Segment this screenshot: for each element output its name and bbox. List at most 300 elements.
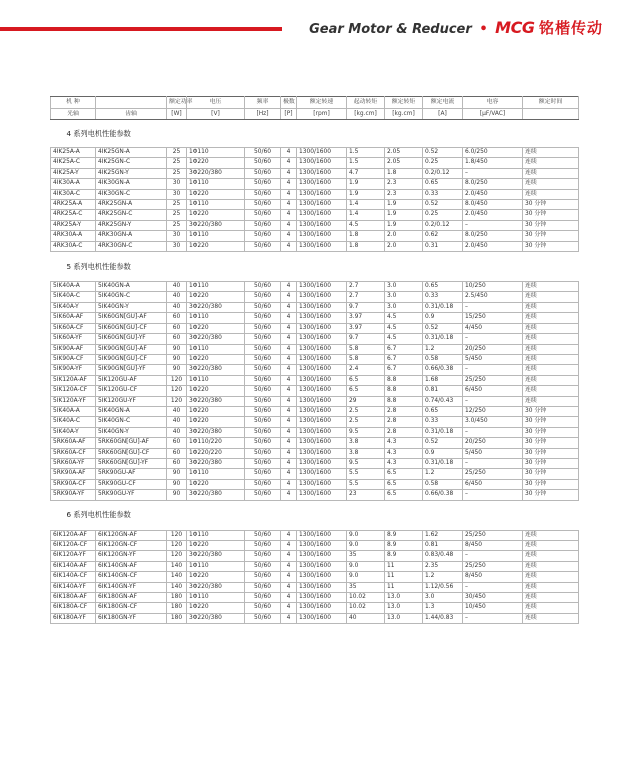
table-cell: [P]	[281, 108, 297, 120]
table-cell: 0.31/0.18	[423, 334, 463, 344]
table-cell: 1.5	[347, 158, 385, 168]
table-cell: 50/60	[245, 375, 281, 385]
table-cell: 1.44/0.83	[423, 613, 463, 623]
table-cell: 1300/1600	[297, 582, 347, 592]
table-cell: 9.5	[347, 458, 385, 468]
table-cell: 0.25	[423, 210, 463, 220]
table-cell: 0.33	[423, 417, 463, 427]
table-cell: 4	[281, 448, 297, 458]
table-cell: 4	[281, 344, 297, 354]
table-cell: 3.0	[423, 593, 463, 603]
table-cell: 120	[167, 396, 187, 406]
table-cell: 4	[281, 365, 297, 375]
table-cell: 1.8	[385, 168, 423, 178]
table-cell: 50/60	[245, 292, 281, 302]
table-cell: 9.0	[347, 561, 385, 571]
table-cell: 1.9	[347, 189, 385, 199]
table-cell: 5IK120GU-CF	[96, 386, 167, 396]
table-cell: 4IK25GN-C	[96, 158, 167, 168]
table-cell: 1300/1600	[297, 334, 347, 344]
table-cell: 60	[167, 448, 187, 458]
table-cell: 1Φ220	[187, 386, 245, 396]
table-cell: 5.5	[347, 469, 385, 479]
table-row	[51, 220, 579, 230]
table-cell: 1300/1600	[297, 313, 347, 323]
table-cell: 5/450	[463, 448, 523, 458]
table-cell: 6IK180GN-AF	[96, 593, 167, 603]
table-cell: 1.12/0.56	[423, 582, 463, 592]
table-cell: 1300/1600	[297, 469, 347, 479]
table-cell: 6IK180GN-YF	[96, 613, 167, 623]
table-cell: 25/250	[463, 561, 523, 571]
table-cell: 1Φ220	[187, 354, 245, 364]
table-cell: 30	[167, 231, 187, 241]
table-cell: [kg.cm]	[347, 108, 385, 120]
company-logo: MCG	[495, 18, 535, 37]
section-heading-row	[51, 252, 579, 282]
table-cell: 4	[281, 469, 297, 479]
table-cell: 4	[281, 551, 297, 561]
table-cell: 额定转矩	[385, 97, 423, 109]
table-cell: 0.2/0.12	[423, 220, 463, 230]
table-cell: 1300/1600	[297, 375, 347, 385]
table-cell: 1300/1600	[297, 396, 347, 406]
table-cell: 10/250	[463, 282, 523, 292]
table-cell: 连续	[523, 551, 579, 561]
table-cell: 50/60	[245, 158, 281, 168]
table-cell: 25/250	[463, 469, 523, 479]
table-cell: [rpm]	[297, 108, 347, 120]
section-title: 4 系列电机性能参数	[66, 128, 131, 138]
table-cell: 0.31/0.18	[423, 302, 463, 312]
table-cell: 4	[281, 168, 297, 178]
table-cell: 4	[281, 158, 297, 168]
table-cell: 连续	[523, 561, 579, 571]
table-row	[51, 292, 579, 302]
table-cell: –	[463, 427, 523, 437]
table-cell: 4RK25GN-Y	[96, 220, 167, 230]
table-cell: 1Φ110	[187, 530, 245, 540]
table-cell: 60	[167, 458, 187, 468]
table-cell: 40	[167, 427, 187, 437]
table-cell: 120	[167, 530, 187, 540]
table-cell: 5IK90GN[GU]-YF	[96, 365, 167, 375]
table-cell: 50/60	[245, 148, 281, 158]
table-cell: 1300/1600	[297, 448, 347, 458]
table-cell: 5IK120A-CF	[51, 386, 96, 396]
table-cell: 40	[167, 417, 187, 427]
table-cell: 5RK90A-YF	[51, 490, 96, 500]
table-cell: 50/60	[245, 593, 281, 603]
table-cell: –	[463, 302, 523, 312]
table-row	[51, 448, 579, 458]
table-cell: 90	[167, 365, 187, 375]
table-cell: 50/60	[245, 220, 281, 230]
table-cell: 5IK40A-Y	[51, 427, 96, 437]
table-row	[51, 354, 579, 364]
table-cell: 9.5	[347, 427, 385, 437]
table-cell: 极数	[281, 97, 297, 109]
table-cell: [W]	[167, 108, 187, 120]
table-cell: 50/60	[245, 313, 281, 323]
table-cell: 0.81	[423, 386, 463, 396]
table-cell: 120	[167, 551, 187, 561]
table-cell: 4	[281, 479, 297, 489]
table-cell: 4RK30GN-C	[96, 241, 167, 251]
table-cell: 连续	[523, 179, 579, 189]
table-cell: 1.9	[347, 179, 385, 189]
table-cell: 180	[167, 613, 187, 623]
table-cell: 4	[281, 572, 297, 582]
table-cell: 140	[167, 582, 187, 592]
table-cell: 1300/1600	[297, 292, 347, 302]
table-cell: 4RK25A-C	[51, 210, 96, 220]
table-cell: –	[463, 551, 523, 561]
table-cell: –	[463, 168, 523, 178]
table-cell: 50/60	[245, 582, 281, 592]
table-cell: 0.58	[423, 479, 463, 489]
table-cell: 25	[167, 210, 187, 220]
table-cell: 4IK25A-Y	[51, 168, 96, 178]
table-row	[51, 593, 579, 603]
table-cell: 4RK25GN-A	[96, 200, 167, 210]
table-cell: 50/60	[245, 302, 281, 312]
table-cell: 连续	[523, 354, 579, 364]
table-cell: 4.3	[385, 458, 423, 468]
table-cell: 1300/1600	[297, 386, 347, 396]
table-cell: 1Φ220	[187, 541, 245, 551]
table-cell: 9.0	[347, 530, 385, 540]
table-cell: 4	[281, 220, 297, 230]
table-cell: 8/450	[463, 572, 523, 582]
table-cell: 1Φ110	[187, 282, 245, 292]
table-cell: 光轴	[51, 108, 96, 120]
table-cell: 25	[167, 220, 187, 230]
table-cell: 6IK180A-YF	[51, 613, 96, 623]
table-cell: 8.0/250	[463, 179, 523, 189]
table-cell: 6IK180A-AF	[51, 593, 96, 603]
table-cell: 1Φ220	[187, 406, 245, 416]
table-cell: –	[463, 334, 523, 344]
table-cell: 0.31/0.18	[423, 427, 463, 437]
table-cell: 6IK140GN-AF	[96, 561, 167, 571]
table-cell: 4.5	[385, 334, 423, 344]
table-cell: 0.9	[423, 448, 463, 458]
table-cell: 4	[281, 593, 297, 603]
page-header	[0, 0, 629, 60]
table-cell: 50/60	[245, 406, 281, 416]
table-cell: 8.9	[385, 551, 423, 561]
table-cell: 8.8	[385, 375, 423, 385]
table-cell: 4.7	[347, 168, 385, 178]
table-cell: 5RK60GN[GU]-YF	[96, 458, 167, 468]
table-cell: 4RK25A-A	[51, 200, 96, 210]
table-row	[51, 282, 579, 292]
table-cell: 8.8	[385, 396, 423, 406]
table-cell: 4	[281, 530, 297, 540]
table-cell: 5IK90A-CF	[51, 354, 96, 364]
table-cell: 0.83/0.48	[423, 551, 463, 561]
table-cell: 5IK60GN[GU]-YF	[96, 334, 167, 344]
table-cell: 1300/1600	[297, 490, 347, 500]
table-cell: 2.5	[347, 406, 385, 416]
table-cell: 连续	[523, 572, 579, 582]
table-cell: 3Φ220/380	[187, 582, 245, 592]
table-cell: 1300/1600	[297, 417, 347, 427]
table-cell: 5IK90GN[GU]-CF	[96, 354, 167, 364]
table-row	[51, 148, 579, 158]
table-cell: 1.4	[347, 200, 385, 210]
section-heading-row	[51, 120, 579, 148]
table-cell: 5RK90A-AF	[51, 469, 96, 479]
table-cell: 额定转速	[297, 97, 347, 109]
table-cell: 40	[167, 282, 187, 292]
table-cell: 4	[281, 323, 297, 333]
table-cell: 50/60	[245, 530, 281, 540]
table-cell: 5IK90A-YF	[51, 365, 96, 375]
table-cell: 8.9	[385, 541, 423, 551]
table-cell: 50/60	[245, 282, 281, 292]
table-cell: 10.02	[347, 603, 385, 613]
table-cell: 6IK120A-CF	[51, 541, 96, 551]
table-cell: 2.0/450	[463, 189, 523, 199]
table-cell: 4	[281, 241, 297, 251]
table-cell: 1.2	[423, 469, 463, 479]
table-cell: 9.0	[347, 541, 385, 551]
table-cell: 50/60	[245, 561, 281, 571]
table-row	[51, 417, 579, 427]
table-cell: 4RK30GN-A	[96, 231, 167, 241]
table-cell: 13.0	[385, 593, 423, 603]
table-cell: 起动转矩	[347, 97, 385, 109]
table-cell: 1.9	[385, 200, 423, 210]
table-cell: 120	[167, 375, 187, 385]
table-cell: 5IK40A-A	[51, 406, 96, 416]
table-cell: 6/450	[463, 479, 523, 489]
table-cell: 1.9	[385, 220, 423, 230]
table-cell: 5IK90GN[GU]-AF	[96, 344, 167, 354]
table-cell: 4RK30A-A	[51, 231, 96, 241]
table-cell: 6IK120GN-CF	[96, 541, 167, 551]
table-cell: 1Φ220	[187, 417, 245, 427]
table-cell: 1Φ110	[187, 313, 245, 323]
table-cell: 50/60	[245, 323, 281, 333]
table-cell: 13.0	[385, 603, 423, 613]
table-cell: 30 分钟	[523, 469, 579, 479]
table-cell: 4	[281, 231, 297, 241]
table-cell: 1300/1600	[297, 593, 347, 603]
table-cell: 3Φ220/380	[187, 365, 245, 375]
table-cell: 1300/1600	[297, 210, 347, 220]
table-cell: 4/450	[463, 323, 523, 333]
table-row	[51, 469, 579, 479]
table-cell: 4	[281, 417, 297, 427]
table-cell: 10/450	[463, 603, 523, 613]
table-cell: 11	[385, 561, 423, 571]
table-cell: 0.74/0.43	[423, 396, 463, 406]
table-cell: 频率	[245, 97, 281, 109]
table-cell: 2.05	[385, 148, 423, 158]
table-cell: 50/60	[245, 479, 281, 489]
table-cell: 6IK120A-YF	[51, 551, 96, 561]
table-cell: 4	[281, 613, 297, 623]
table-cell: 连续	[523, 396, 579, 406]
table-cell: 5.8	[347, 354, 385, 364]
table-row	[51, 479, 579, 489]
table-cell: 30 分钟	[523, 241, 579, 251]
table-cell: 15/250	[463, 313, 523, 323]
table-cell: 连续	[523, 323, 579, 333]
table-cell: 5IK40A-Y	[51, 302, 96, 312]
table-cell: 2.35	[423, 561, 463, 571]
table-cell: 4.5	[347, 220, 385, 230]
table-cell: 50/60	[245, 210, 281, 220]
table-cell: 30 分钟	[523, 200, 579, 210]
table-cell: 2.5	[347, 417, 385, 427]
table-cell	[96, 97, 167, 109]
table-cell: 1300/1600	[297, 354, 347, 364]
table-cell: 4	[281, 179, 297, 189]
table-cell: 90	[167, 344, 187, 354]
table-cell: 30 分钟	[523, 231, 579, 241]
table-cell: 4IK25A-C	[51, 158, 96, 168]
table-cell: 6.0/250	[463, 148, 523, 158]
table-cell: 8.0/450	[463, 200, 523, 210]
table-cell: 连续	[523, 334, 579, 344]
table-cell: 25	[167, 168, 187, 178]
table-cell: 50/60	[245, 365, 281, 375]
table-row	[51, 427, 579, 437]
section-title: 5 系列电机性能参数	[66, 261, 131, 271]
table-cell: 23	[347, 490, 385, 500]
table-cell: 1Φ220	[187, 572, 245, 582]
table-cell: 1300/1600	[297, 168, 347, 178]
table-cell: 5/450	[463, 354, 523, 364]
table-cell: 25	[167, 158, 187, 168]
table-cell: 5IK120GU-AF	[96, 375, 167, 385]
table-cell: 180	[167, 593, 187, 603]
table-cell: 1Φ220	[187, 241, 245, 251]
table-cell: 5IK90A-AF	[51, 344, 96, 354]
table-cell: 1.8	[347, 231, 385, 241]
table-cell: 连续	[523, 613, 579, 623]
table-cell: 2.0/450	[463, 241, 523, 251]
table-cell: 6IK140A-AF	[51, 561, 96, 571]
table-cell: 5.5	[347, 479, 385, 489]
table-row	[51, 551, 579, 561]
table-cell: 5IK60A-YF	[51, 334, 96, 344]
section-title: 6 系列电机性能参数	[66, 510, 131, 520]
brand-text: Gear Motor & Reducer	[309, 22, 472, 37]
table-cell: 1300/1600	[297, 158, 347, 168]
table-cell: [A]	[423, 108, 463, 120]
table-cell: 25/250	[463, 530, 523, 540]
table-cell: 20/250	[463, 438, 523, 448]
table-cell: 50/60	[245, 386, 281, 396]
table-cell: 50/60	[245, 354, 281, 364]
table-cell: 5IK40GN-C	[96, 292, 167, 302]
table-cell: 连续	[523, 541, 579, 551]
table-cell: 2.3	[385, 179, 423, 189]
table-cell: 1.62	[423, 530, 463, 540]
table-cell: 1Φ220	[187, 323, 245, 333]
table-cell: 60	[167, 438, 187, 448]
table-cell: 1.3	[423, 603, 463, 613]
table-row	[51, 365, 579, 375]
table-cell: 连续	[523, 365, 579, 375]
table-cell: 3.0	[385, 302, 423, 312]
table-cell: 50/60	[245, 458, 281, 468]
table-cell: 40	[167, 406, 187, 416]
table-cell: 6.7	[385, 354, 423, 364]
table-cell: 4	[281, 210, 297, 220]
table-cell: 4	[281, 148, 297, 158]
table-cell: 1Φ220	[187, 158, 245, 168]
table-cell: 1Φ110	[187, 469, 245, 479]
table-cell: 连续	[523, 189, 579, 199]
table-cell: –	[463, 582, 523, 592]
spec-table	[50, 96, 579, 624]
table-cell: 6IK140A-YF	[51, 582, 96, 592]
table-cell: 30 分钟	[523, 220, 579, 230]
table-cell: 30 分钟	[523, 427, 579, 437]
table-cell: 1300/1600	[297, 572, 347, 582]
table-cell: 50/60	[245, 551, 281, 561]
table-cell: 5IK120A-AF	[51, 375, 96, 385]
table-cell: 5IK60A-AF	[51, 313, 96, 323]
table-cell: 1Φ110	[187, 561, 245, 571]
table-row	[51, 561, 579, 571]
table-cell: 2.0	[385, 241, 423, 251]
table-cell: 4	[281, 561, 297, 571]
table-cell: 4IK30A-A	[51, 179, 96, 189]
table-cell: 120	[167, 386, 187, 396]
table-cell: 30	[167, 179, 187, 189]
table-cell: 6IK180A-CF	[51, 603, 96, 613]
table-cell: 1300/1600	[297, 282, 347, 292]
table-cell: 0.81	[423, 541, 463, 551]
table-cell: 29	[347, 396, 385, 406]
table-cell: 机 种	[51, 97, 96, 109]
table-cell: 35	[347, 551, 385, 561]
table-cell: 4	[281, 334, 297, 344]
table-cell: 4.3	[385, 448, 423, 458]
table-cell: 30/450	[463, 593, 523, 603]
table-row	[51, 530, 579, 540]
table-cell: 额定时间	[523, 97, 579, 109]
table-cell: 3.97	[347, 323, 385, 333]
table-cell: 1Φ110	[187, 344, 245, 354]
table-cell: 1.8	[347, 241, 385, 251]
table-cell: 2.0	[385, 231, 423, 241]
table-cell: 4RK30A-C	[51, 241, 96, 251]
table-cell: 4	[281, 603, 297, 613]
table-cell: 3Φ220/380	[187, 396, 245, 406]
table-cell: 5RK90GU-YF	[96, 490, 167, 500]
table-cell: 2.05	[385, 158, 423, 168]
table-cell: 5RK60A-AF	[51, 438, 96, 448]
table-cell: 50/60	[245, 396, 281, 406]
table-cell: 2.8	[385, 406, 423, 416]
table-row	[51, 375, 579, 385]
table-cell: 0.65	[423, 282, 463, 292]
table-cell: 6.5	[385, 469, 423, 479]
table-cell: 4	[281, 386, 297, 396]
table-cell: 5.8	[347, 344, 385, 354]
table-row	[51, 406, 579, 416]
table-cell: 50/60	[245, 189, 281, 199]
table-cell: 8.0/250	[463, 231, 523, 241]
